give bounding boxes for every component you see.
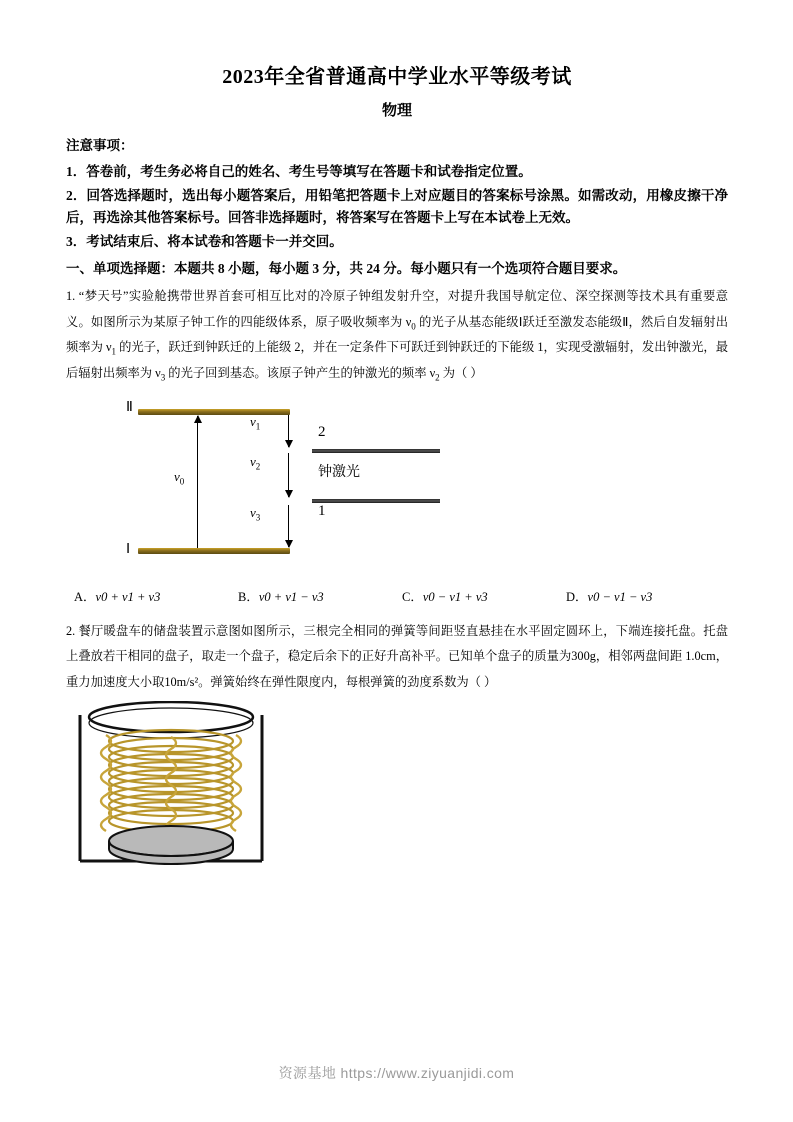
option-a-expr: ν0 + ν1 + ν3	[95, 590, 161, 605]
transition-v2-arrow	[288, 453, 289, 497]
question-2-text	[66, 619, 728, 695]
option-a-tag: A．	[74, 590, 96, 605]
option-c-expr: ν0 − ν1 + ν3	[422, 590, 488, 605]
transition-v3-arrow	[288, 505, 289, 547]
energy-level-I-label: Ⅰ	[126, 542, 131, 558]
option-b-tag: B．	[238, 590, 259, 605]
option-a	[74, 587, 160, 605]
transition-v1-arrow	[288, 415, 289, 447]
subject-title: 物理	[381, 103, 412, 119]
energy-level-II-label: Ⅱ	[126, 400, 133, 416]
question-2-number: 2.	[66, 624, 76, 639]
energy-level-1-label: 1	[318, 503, 326, 520]
question-1-figure	[66, 391, 728, 581]
question-1-body: “梦天号”实验舱携带世界首套可相互比对的冷原子钟组发射升空，对提升我国导航定位、深空探测等技术具有重要意义。如图所示为某原子钟工作的四能级体系，原子吸收频率为 $\nu_0$ 的光子从基态能级Ⅰ跃迁至激发态能级Ⅱ，然后自发辐射出频率为 $\nu_1$ 的光子，跃迁到钟跃迁的上能级 2，并在一定条件下可跃迁到钟跃迁的下能级 1，实现受激辐射，发出钟激光，最后辐射出频率为 $\nu_3$ 的光子回到基态。该原子钟产生的钟激光的频率 $\nu_2$ 为（ ）	[66, 289, 729, 383]
option-d-expr: ν0 − ν1 − ν3	[587, 590, 653, 605]
watermark-footer: 资源基地 https://www.ziyuanjidi.com	[278, 1065, 515, 1081]
document-content	[66, 60, 728, 886]
notice-item-2: 2．回答选择题时，选出每小题答案后，用铅笔把答题卡上对应题目的答案标号涂黑。如需改动，用橡皮擦干净后，再选涂其他答案标号。回答非选择题时，将答案写在答题卡上写在本试卷上无效。	[66, 187, 728, 225]
question-1-text	[66, 284, 728, 387]
transition-v0-arrow	[197, 416, 198, 548]
question-1-options	[66, 587, 728, 607]
notice-heading: 注意事项：	[66, 138, 134, 153]
option-d	[566, 587, 652, 605]
option-b	[238, 587, 324, 605]
question-2-figure	[66, 701, 728, 886]
option-c	[402, 587, 488, 605]
section-heading: 一、单项选择题：本题共 8 小题，每小题 3 分，共 24 分。每小题只有一个选项符合题目要求。	[66, 261, 627, 277]
transition-v3-label: $\nu_3$	[250, 505, 261, 523]
option-d-tag: D．	[566, 590, 588, 605]
energy-level-II-bar	[138, 409, 290, 415]
transition-v1-label: $\nu_1$	[250, 414, 261, 432]
page-title: 2023年全省普通高中学业水平等级考试	[222, 66, 572, 88]
clock-laser-annotation: 钟激光	[318, 463, 360, 480]
notice-item-1: 1．答卷前，考生务必将自己的姓名、考生号等填写在答题卡和试卷指定位置。	[66, 164, 532, 179]
option-b-expr: ν0 + ν1 − ν3	[258, 590, 324, 605]
option-c-tag: C．	[402, 590, 423, 605]
energy-level-1-bar	[312, 499, 440, 503]
transition-v2-label: $\nu_2$	[250, 454, 261, 472]
question-1-number: 1.	[66, 289, 76, 304]
notice-item-3: 3．考试结束后、将本试卷和答题卡一并交回。	[66, 233, 343, 249]
energy-level-2-label: 2	[318, 424, 326, 441]
transition-v0-label: $\nu_0$	[174, 469, 185, 487]
energy-level-I-bar	[138, 548, 290, 554]
spring-tray-svg	[66, 701, 346, 881]
energy-level-2-bar	[312, 449, 440, 453]
question-2-body: 餐厅暖盘车的储盘装置示意图如图所示，三根完全相同的弹簧等间距竖直悬挂在水平固定圆环上，下端连接托盘。托盘上叠放若干相同的盘子，取走一个盘子，稳定后余下的正好升高补平。已知单个盘子的质量为300g，相邻两盘间距 1.0cm，重力加速度大小取10m/s²。弹簧始终在弹性限度内，每根弹簧的劲度系数为（ ）	[66, 624, 728, 689]
